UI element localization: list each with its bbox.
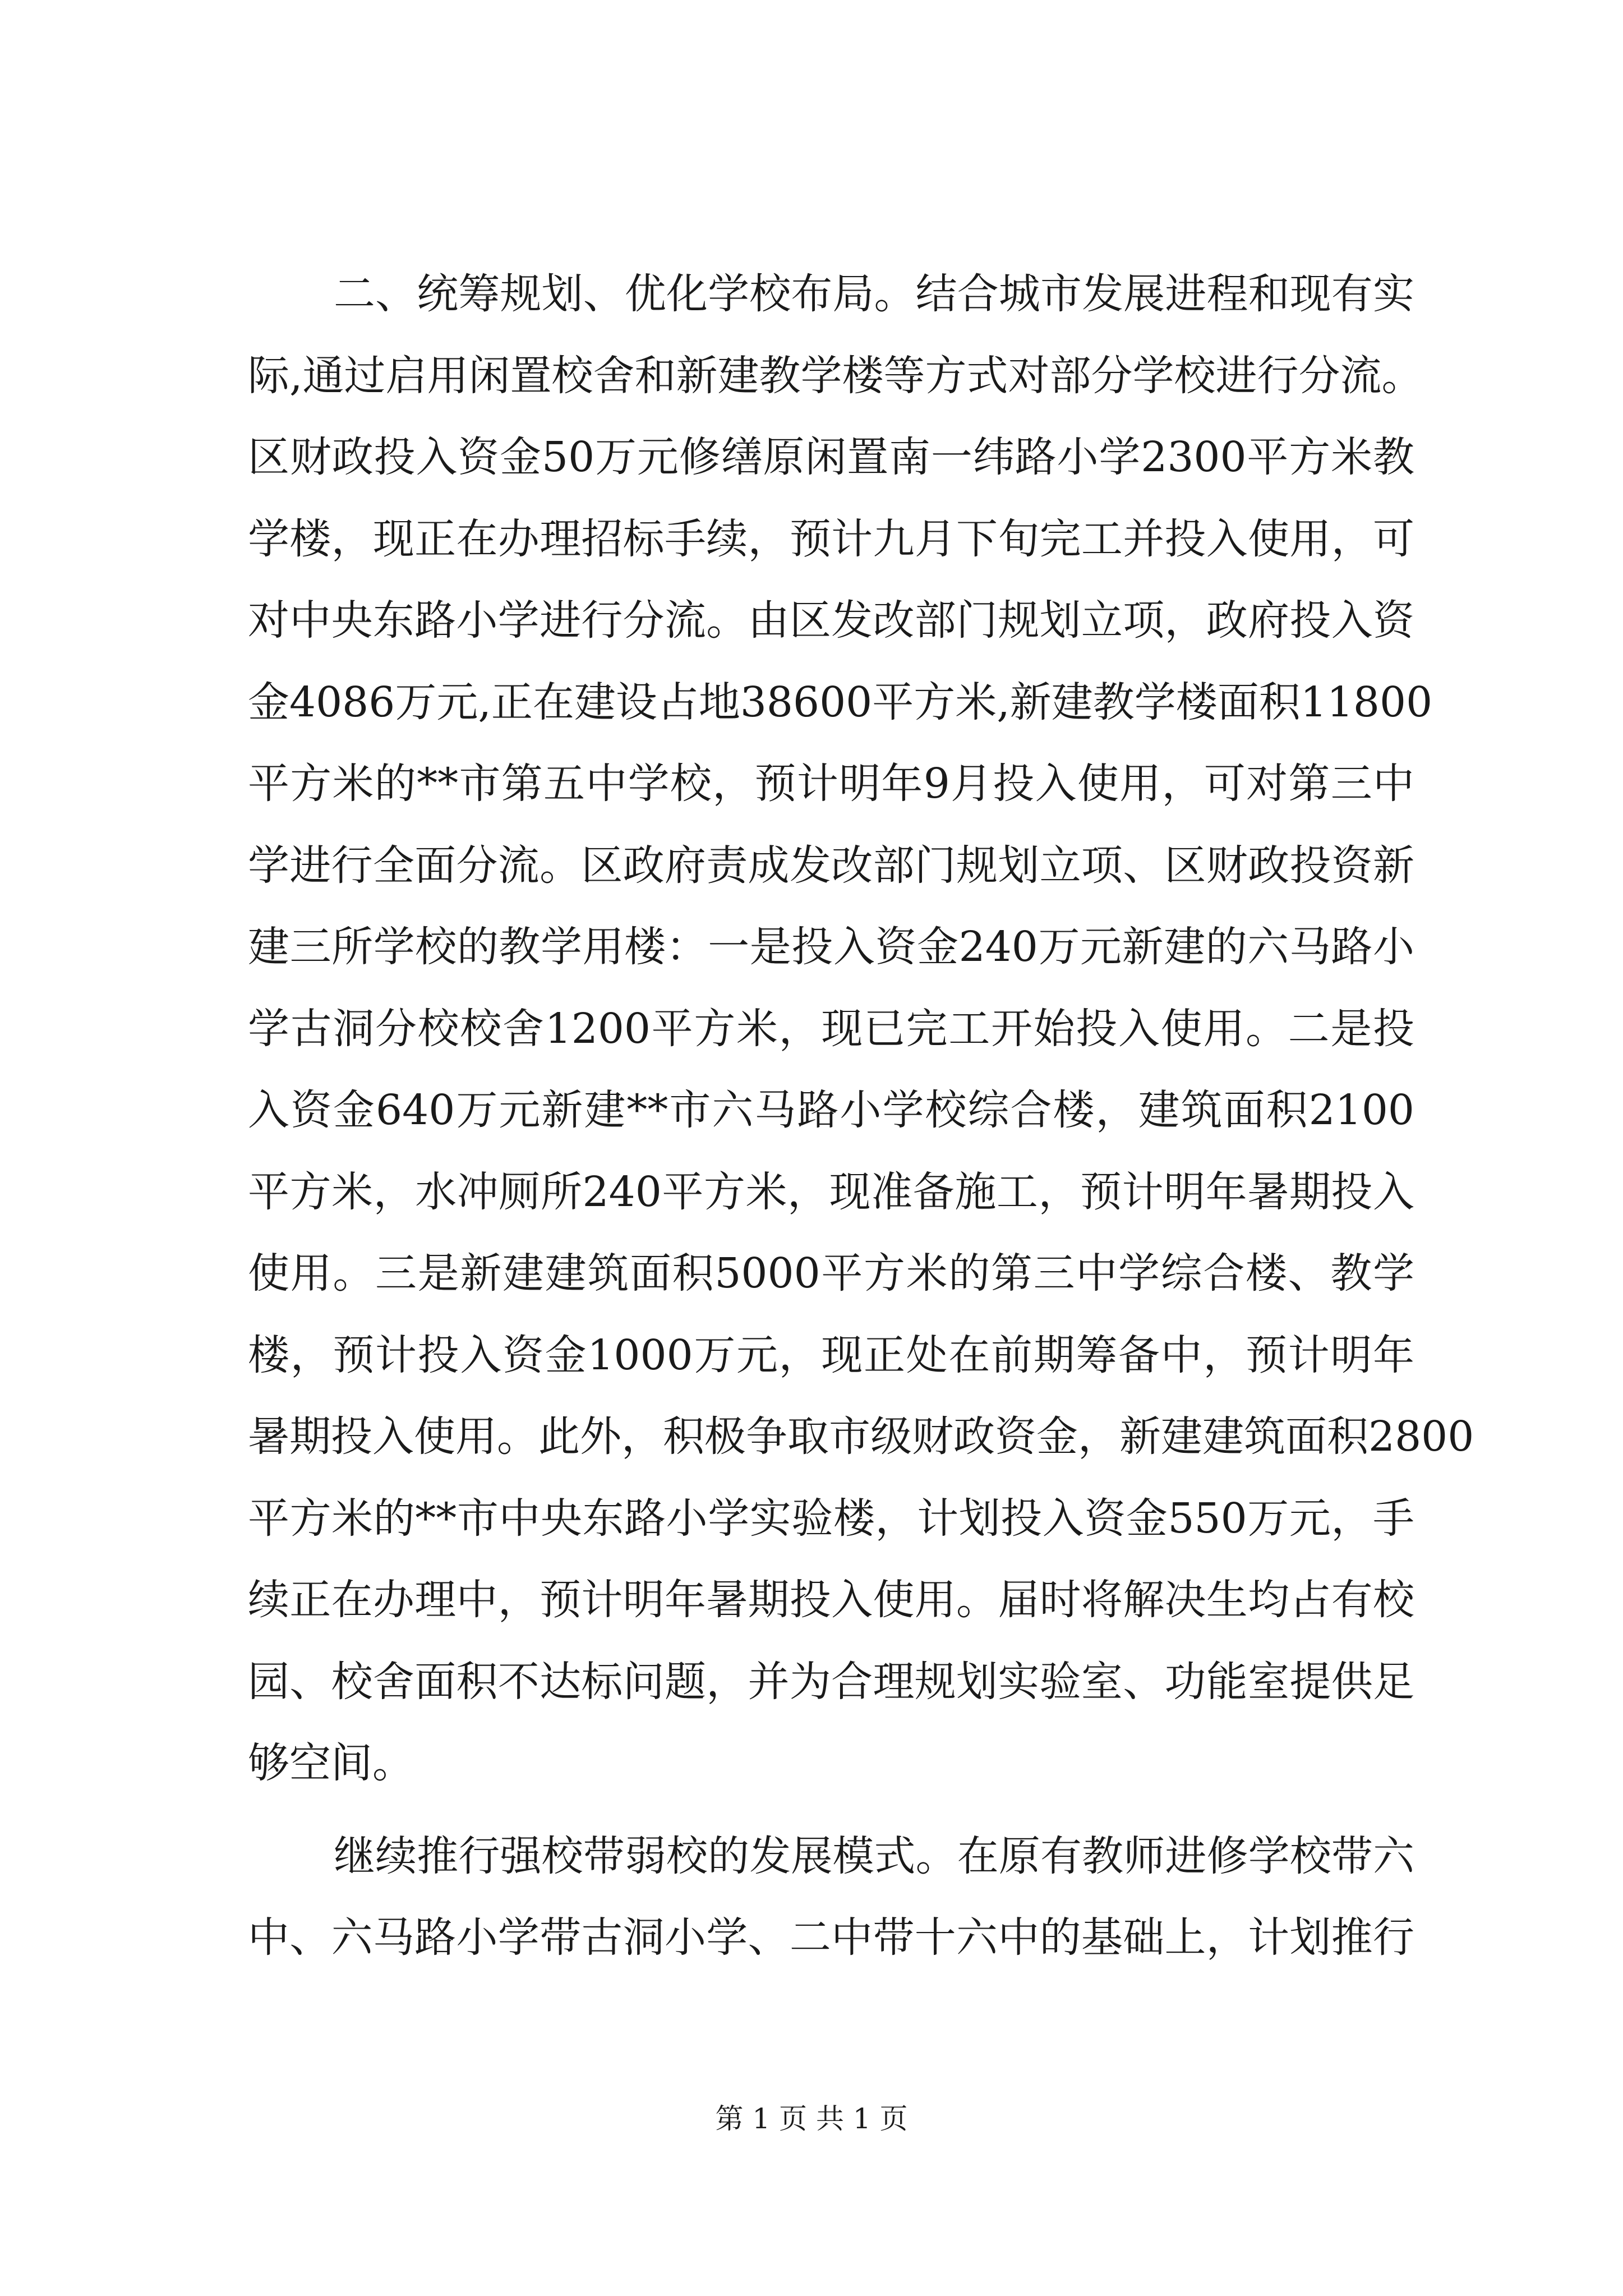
text-line: 平方米，水冲厕所240平方米，现准备施工，预计明年暑期投入 xyxy=(248,1167,1414,1216)
text-line: 学进行全面分流。区政府责成发改部门规划立项、区财政投资新 xyxy=(248,841,1414,890)
text-line: 对中央东路小学进行分流。由区发改部门规划立项，政府投入资 xyxy=(248,596,1414,645)
paragraph-spacer xyxy=(248,1805,1414,1816)
text-line: 学古洞分校校舍1200平方米，现已完工开始投入使用。二是投 xyxy=(248,1004,1414,1053)
text-line: 际,通过启用闲置校舍和新建教学楼等方式对部分学校进行分流。 xyxy=(248,351,1423,400)
text-line: 建三所学校的教学用楼：一是投入资金240万元新建的六马路小 xyxy=(248,923,1414,971)
text-line: 使用。三是新建建筑面积5000平方米的第三中学综合楼、教学 xyxy=(248,1249,1414,1297)
text-line: 园、校舍面积不达标问题，并为合理规划实验室、功能室提供足 xyxy=(248,1657,1414,1706)
text-line: 区财政投入资金50万元修缮原闲置南一纬路小学2300平方米教 xyxy=(248,433,1414,481)
paragraph-1 xyxy=(248,254,1474,1805)
text-line: 平方米的**市第五中学校，预计明年9月投入使用，可对第三中 xyxy=(248,760,1414,808)
text-line: 学楼，现正在办理招标手续，预计九月下旬完工并投入使用，可 xyxy=(248,514,1414,563)
paragraph-2 xyxy=(248,1816,1414,1979)
text-line: 继续推行强校带弱校的发展模式。在原有教师进修学校带六 xyxy=(334,1832,1414,1880)
document-body xyxy=(248,254,1474,1979)
text-line: 续正在办理中，预计明年暑期投入使用。届时将解决生均占有校 xyxy=(248,1576,1414,1624)
text-line: 暑期投入使用。此外，积极争取市级财政资金，新建建筑面积2800 xyxy=(248,1412,1474,1461)
page-footer: 第 1 页 共 1 页 xyxy=(715,2102,908,2135)
text-line: 二、统筹规划、优化学校布局。结合城市发展进程和现有实 xyxy=(334,270,1414,318)
text-line: 中、六马路小学带古洞小学、二中带十六中的基础上，计划推行 xyxy=(248,1913,1414,1962)
text-line: 金4086万元,正在建设占地38600平方米,新建教学楼面积11800 xyxy=(248,678,1433,726)
text-line: 楼，预计投入资金1000万元，现正处在前期筹备中，预计明年 xyxy=(248,1331,1414,1379)
text-line: 平方米的**市中央东路小学实验楼，计划投入资金550万元，手 xyxy=(248,1494,1414,1543)
text-line: 够空间。 xyxy=(248,1739,414,1787)
text-line: 入资金640万元新建**市六马路小学校综合楼，建筑面积2100 xyxy=(248,1086,1414,1134)
